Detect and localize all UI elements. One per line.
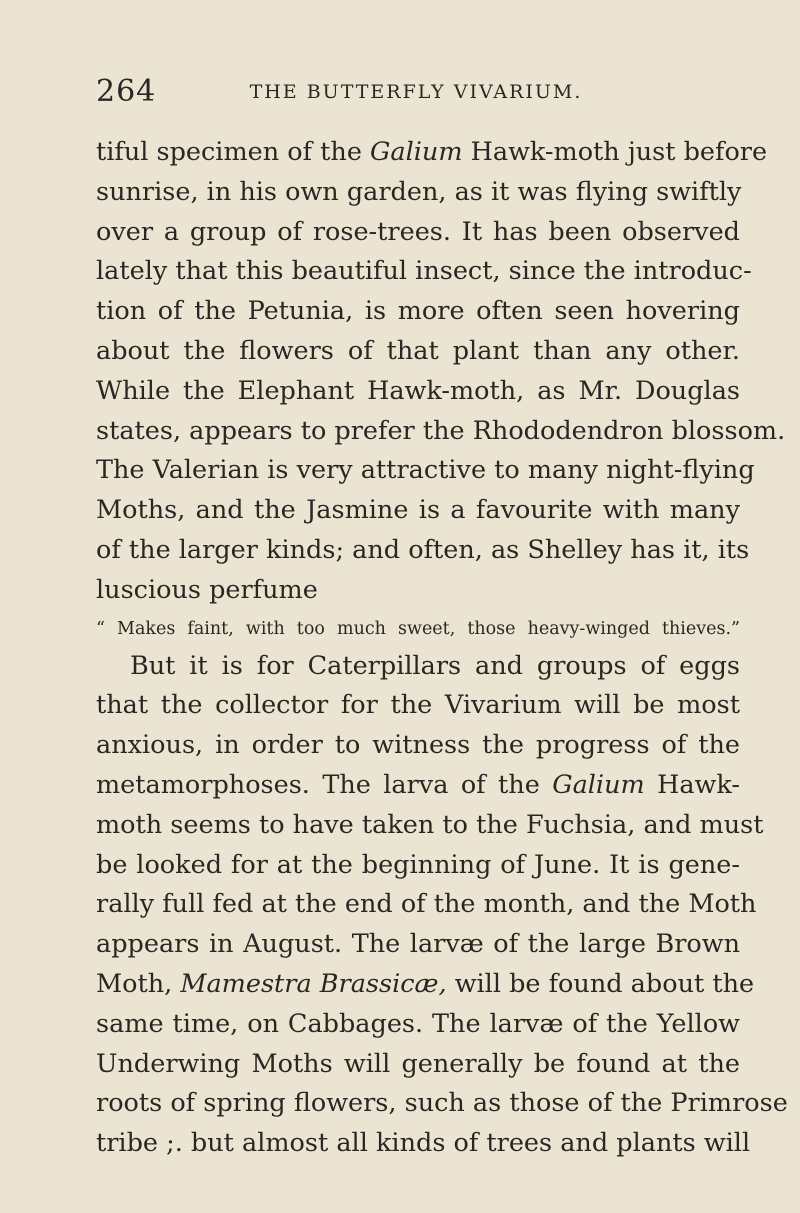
text-line [96, 846, 740, 886]
text-run: Underwing Moths will generally be found at the [96, 1048, 740, 1079]
text-run: Hawk-moth just before [462, 137, 768, 167]
text-run: Moth, [96, 968, 181, 999]
text-run: Hawk- [644, 769, 741, 800]
text-line [96, 806, 764, 846]
text-line [96, 647, 740, 687]
text-run: that the collector for the Vivarium will be most [96, 690, 740, 721]
page-header [96, 74, 736, 114]
paragraph [96, 133, 786, 611]
text-line [96, 686, 740, 726]
text-line [96, 925, 740, 965]
text-run: tion of the Petunia, is more often seen hovering [96, 296, 740, 327]
italic-term: Mamestra Brassicæ, [180, 968, 447, 999]
text-run: rally full fed at the end of the month, and the Moth [96, 889, 757, 920]
text-line [96, 491, 740, 531]
text-line [96, 372, 740, 412]
italic-term: Galium [370, 137, 463, 167]
text-line [96, 332, 740, 372]
text-line [96, 1005, 740, 1045]
text-run: moth seems to have taken to the Fuchsia, and must [96, 809, 764, 840]
text-run: anxious, in order to witness the progress of the [96, 730, 740, 761]
text-run: But it is for Caterpillars and groups of eggs [130, 650, 740, 681]
text-line [96, 1124, 751, 1164]
text-run: sunrise, in his own garden, as it was flying swiftly [96, 176, 742, 207]
text-run: of the larger kinds; and often, as Shelley has it, its [96, 534, 750, 565]
text-line [96, 1045, 740, 1085]
text-run: tiful specimen of the [96, 137, 371, 167]
page-number: 264 [96, 74, 157, 109]
quotation: “ Makes faint, with too much sweet, those heavy-winged thieves.” [96, 618, 740, 639]
text-line [96, 451, 755, 491]
text-run: tribe ;. but almost all kinds of trees and plants will [96, 1128, 751, 1159]
paragraph [96, 647, 788, 1164]
text-line [96, 173, 740, 213]
text-run: about the flowers of that plant than any other. [96, 335, 740, 366]
text-run: same time, on Cabbages. The larvæ of the Yellow [96, 1008, 740, 1039]
text-line [96, 571, 740, 611]
italic-term: Galium [552, 769, 645, 800]
text-line [96, 412, 786, 452]
text-run: lately that this beautiful insect, since the introduc- [96, 256, 752, 287]
text-run: over a group of rose-trees. It has been observed [96, 216, 740, 247]
text-line [96, 766, 740, 806]
text-run: roots of spring flowers, such as those of the Primrose [96, 1088, 788, 1119]
text-run: The Valerian is very attractive to many night-flying [96, 455, 755, 486]
text-run: metamorphoses. The larva of the [96, 769, 553, 800]
body-text [96, 133, 788, 1164]
text-line [96, 292, 740, 332]
text-run: be looked for at the beginning of June. It is gene- [96, 849, 740, 880]
running-title: THE BUTTERFLY VIVARIUM. [249, 81, 583, 103]
text-run: will be found about the [446, 968, 755, 999]
text-line [96, 531, 750, 571]
text-line [96, 726, 740, 766]
text-line [96, 213, 740, 253]
text-run: states, appears to prefer the Rhododendron blossom. [96, 415, 786, 446]
text-line [96, 133, 768, 173]
text-run: Moths, and the Jasmine is a favourite with many [96, 495, 740, 526]
text-line [96, 252, 752, 292]
text-line [96, 885, 757, 925]
text-line [96, 1084, 788, 1124]
text-run: While the Elephant Hawk-moth, as Mr. Douglas [96, 375, 740, 406]
text-run: appears in August. The larvæ of the large Brown [96, 929, 740, 960]
text-run: luscious perfume [96, 574, 318, 605]
text-line [96, 965, 755, 1005]
